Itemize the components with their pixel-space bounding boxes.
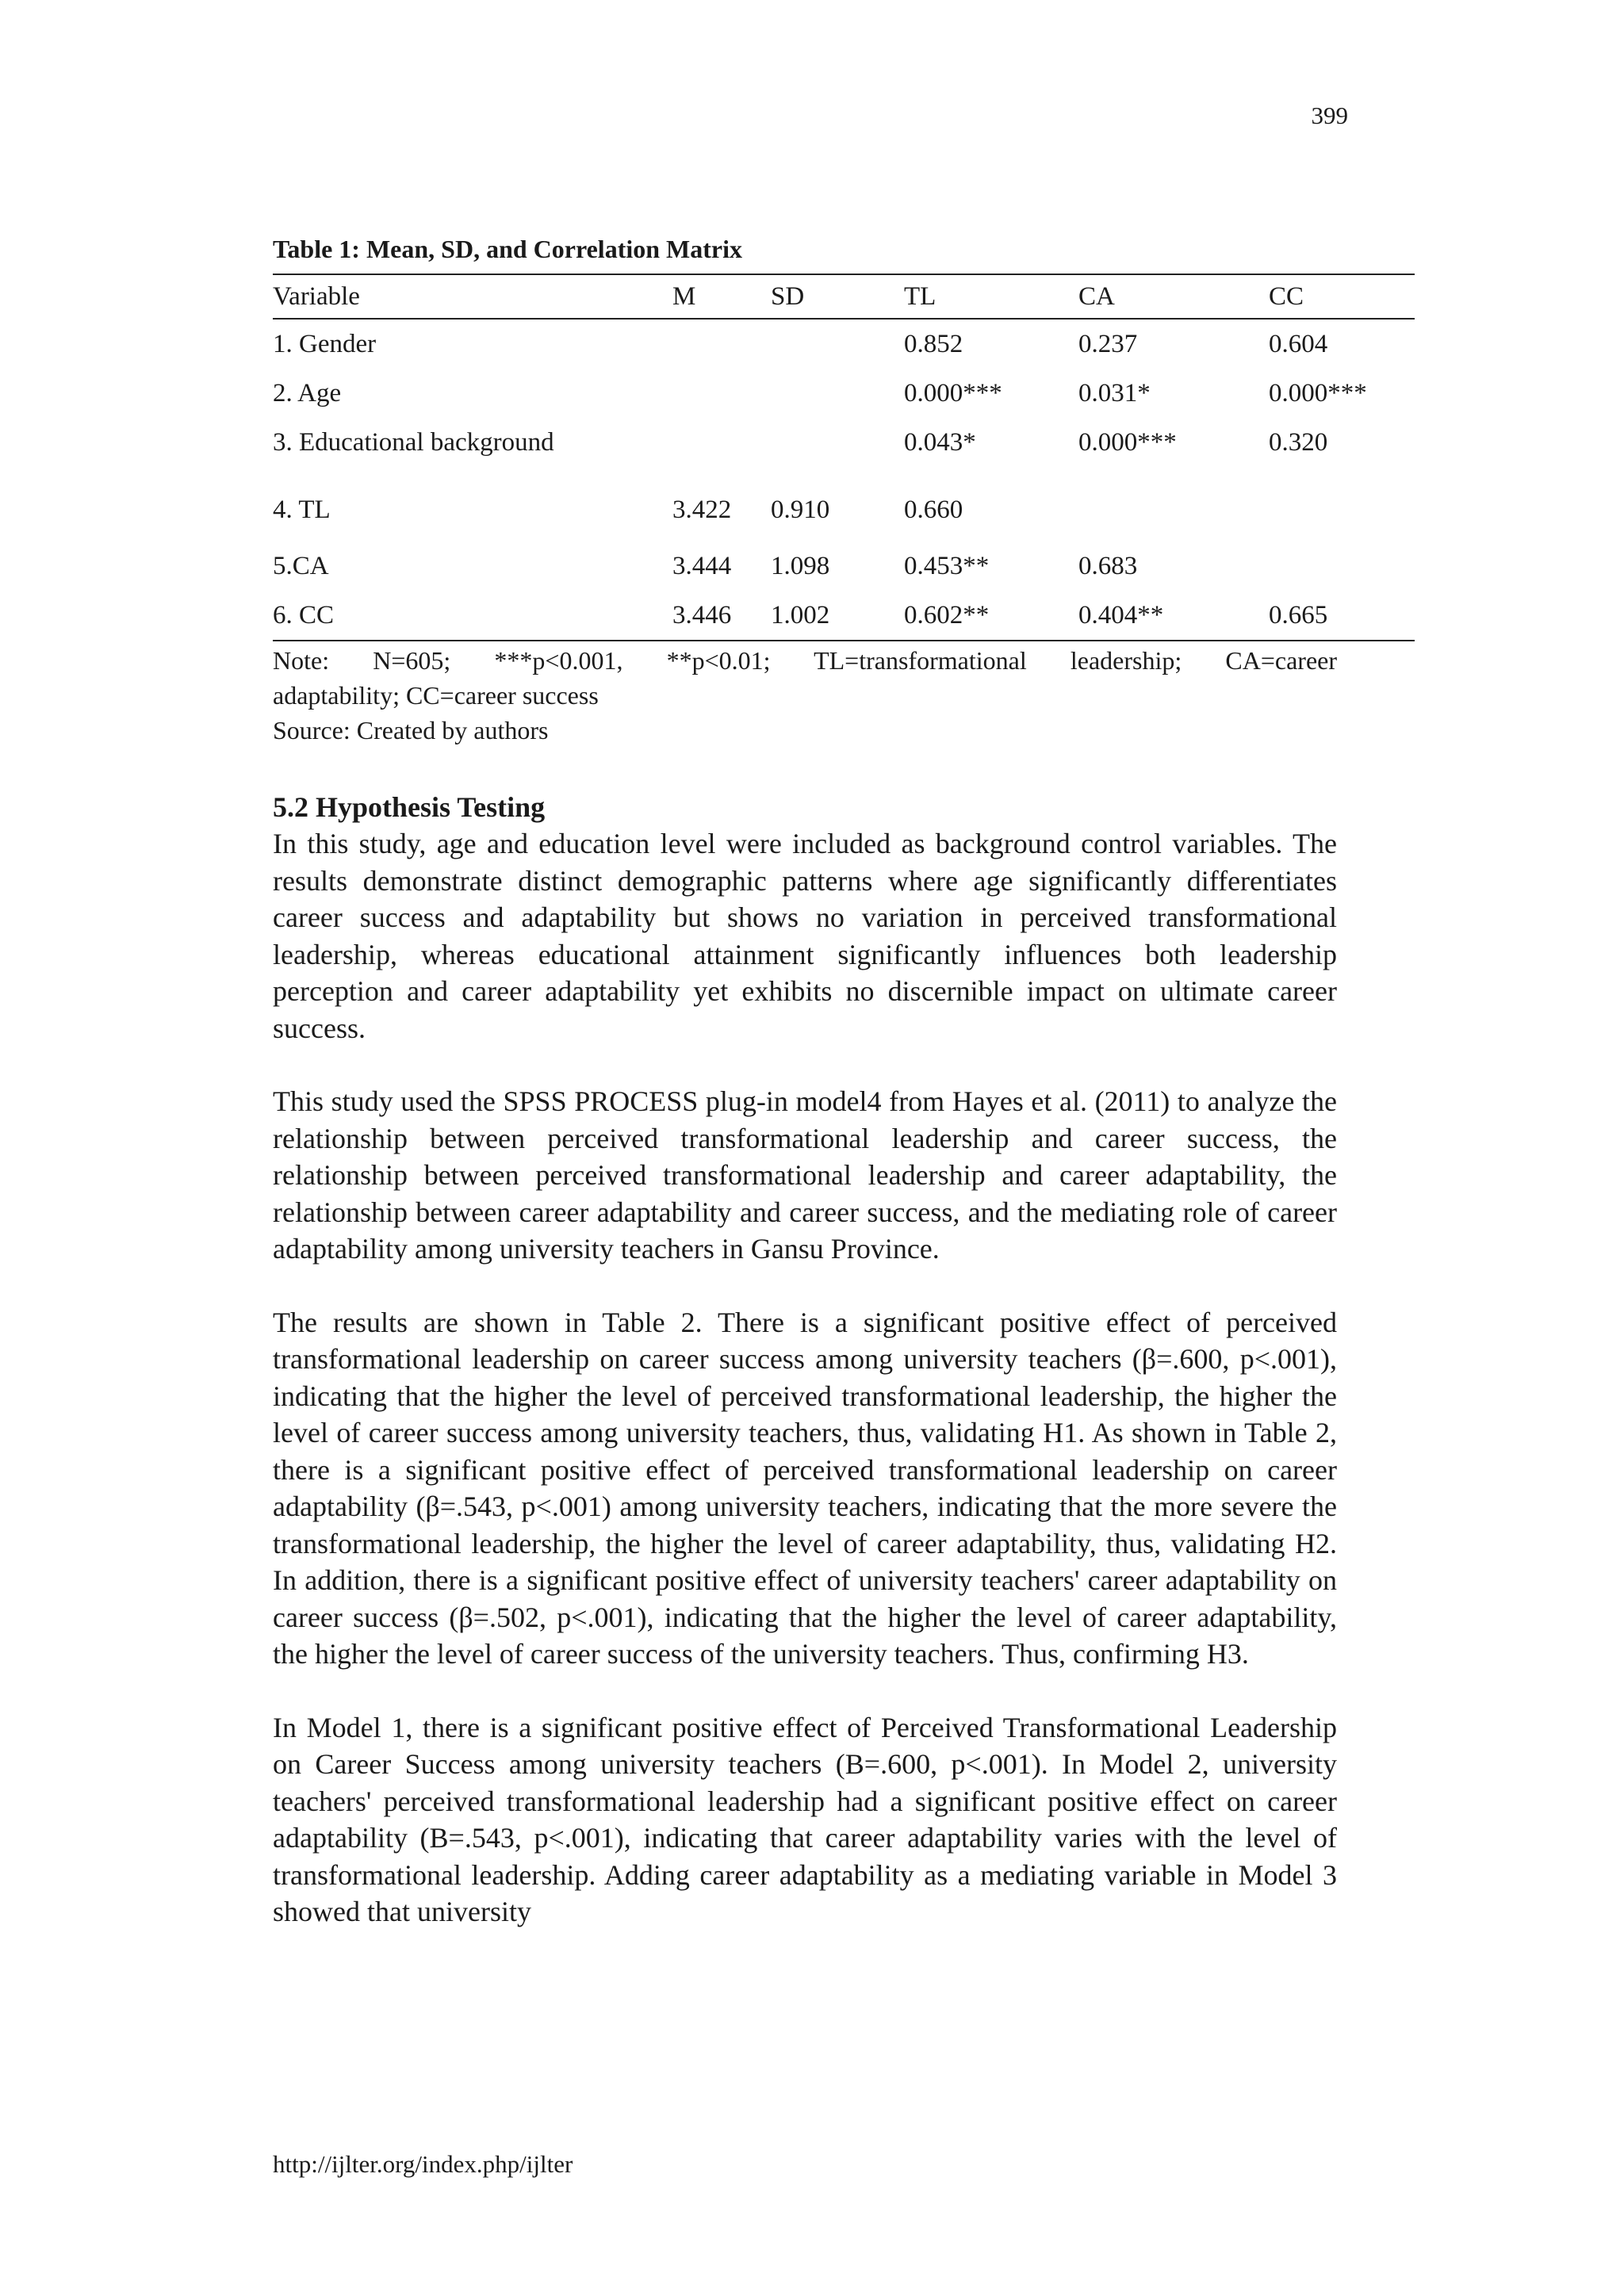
cell-ca: 0.683 — [1078, 551, 1138, 580]
cell-tl: 0.852 — [904, 329, 963, 358]
cell-m: 3.422 — [672, 495, 732, 524]
cell-tl: 0.660 — [904, 495, 963, 524]
header-variable: Variable — [273, 274, 672, 319]
cell-cc: 0.320 — [1269, 427, 1328, 457]
cell-sd: 1.098 — [771, 551, 830, 580]
cell-variable: 6. CC — [273, 591, 672, 641]
cell-ca — [1078, 467, 1269, 541]
cell-ca: 0.404** — [1078, 591, 1269, 641]
table-source: Source: Created by authors — [273, 716, 549, 744]
cell-tl: 0.043* — [904, 427, 976, 457]
cell-sd — [771, 369, 904, 418]
cell-variable: 2. Age — [273, 378, 342, 408]
cell-tl: 0.000*** — [904, 378, 1002, 408]
cell-sd: 0.910 — [771, 495, 830, 524]
cell-sd: 1.002 — [771, 591, 904, 641]
correlation-table-wrapper — [273, 274, 1415, 641]
cell-ca: 0.031* — [1078, 378, 1151, 408]
cell-cc: 0.665 — [1269, 591, 1415, 641]
cell-cc — [1269, 541, 1415, 591]
header-ca: CA — [1078, 274, 1269, 319]
cell-m — [672, 319, 771, 369]
cell-cc — [1269, 467, 1415, 541]
body-paragraph: In Model 1, there is a significant positive effect of Perceived Transformational Leadership on Career Success among university teachers (Β=.600, p<.001). In Model 2, university teachers' perceived transformational leadership had a significant positive effect on career adaptability (Β=.543, p<.001), indicating that career adaptability varies with the level of transformational leadership. Adding career adaptability as a mediating variable in Model 3 showed that university — [273, 1711, 1337, 1927]
cell-tl: 0.453** — [904, 551, 990, 580]
correlation-table — [273, 274, 1415, 641]
header-cc: CC — [1269, 274, 1415, 319]
table-row — [273, 591, 1415, 641]
body-paragraph: In this study, age and education level were included as background control variables. The results demonstrate distinct demographic patterns where age significantly differentiates career success and adaptability but shows no variation in perceived transformational leadership, whereas educational attainment significantly influences both leadership perception and career adaptability yet exhibits no discernible impact on ultimate career success. — [273, 828, 1337, 1044]
footer-url: http://ijlter.org/index.php/ijlter — [273, 2150, 573, 2178]
cell-m: 3.446 — [672, 591, 771, 641]
cell-m — [672, 418, 771, 467]
cell-ca: 0.000*** — [1078, 427, 1177, 457]
cell-variable: 3. Educational background — [273, 427, 554, 457]
header-m: M — [672, 274, 771, 319]
table-caption: Table 1: Mean, SD, and Correlation Matrix — [273, 235, 742, 263]
cell-tl: 0.602** — [904, 591, 1078, 641]
cell-ca: 0.237 — [1078, 329, 1138, 358]
table-header-row — [273, 274, 1415, 319]
table-row — [273, 369, 1415, 418]
table-note-line2: adaptability; CC=career success — [273, 681, 599, 710]
page-content — [273, 235, 1367, 1967]
table-row — [273, 418, 1415, 467]
body-paragraph: The results are shown in Table 2. There is a significant positive effect of perceived transformational leadership on career success among university teachers (β=.600, p<.001), indicating that the higher the level of perceived transformational leadership, the higher the level of career success among university teachers, thus, validating H1. As shown in Table 2, there is a significant positive effect of perceived transformational leadership on career adaptability (β=.543, p<.001) among university teachers, indicating that the more severe the transformational leadership, the higher the level of career adaptability, thus, validating H2. In addition, there is a significant positive effect of university teachers' career adaptability on career success (β=.502, p<.001), indicating that the higher the level of career adaptability, the higher the level of career success of the university teachers. Thus, confirming H3. — [273, 1306, 1337, 1670]
cell-m — [672, 369, 771, 418]
cell-sd — [771, 418, 904, 467]
cell-sd — [771, 319, 904, 369]
table-row — [273, 541, 1415, 591]
table-row — [273, 319, 1415, 369]
header-tl: TL — [904, 274, 1078, 319]
table-row — [273, 467, 1415, 541]
body-paragraph: This study used the SPSS PROCESS plug-in model4 from Hayes et al. (2011) to analyze the relationship between perceived transformational leadership and career success, the relationship between perceived transformational leadership and career adaptability, the relationship between career adaptability and career success, and the mediating role of career adaptability among university teachers in Gansu Province. — [273, 1085, 1337, 1265]
cell-variable: 1. Gender — [273, 329, 377, 358]
cell-cc: 0.604 — [1269, 329, 1328, 358]
cell-cc: 0.000*** — [1269, 378, 1367, 408]
cell-m: 3.444 — [672, 551, 732, 580]
cell-variable: 5.CA — [273, 551, 329, 580]
cell-variable: 4. TL — [273, 495, 331, 524]
table-note — [273, 643, 1337, 748]
header-sd: SD — [771, 274, 904, 319]
table-note-line1: Note: N=605; ***p<0.001, **p<0.01; TL=transformational leadership; CA=career — [273, 646, 1337, 675]
page-number: 399 — [1311, 101, 1348, 129]
section-heading: 5.2 Hypothesis Testing — [273, 791, 546, 823]
